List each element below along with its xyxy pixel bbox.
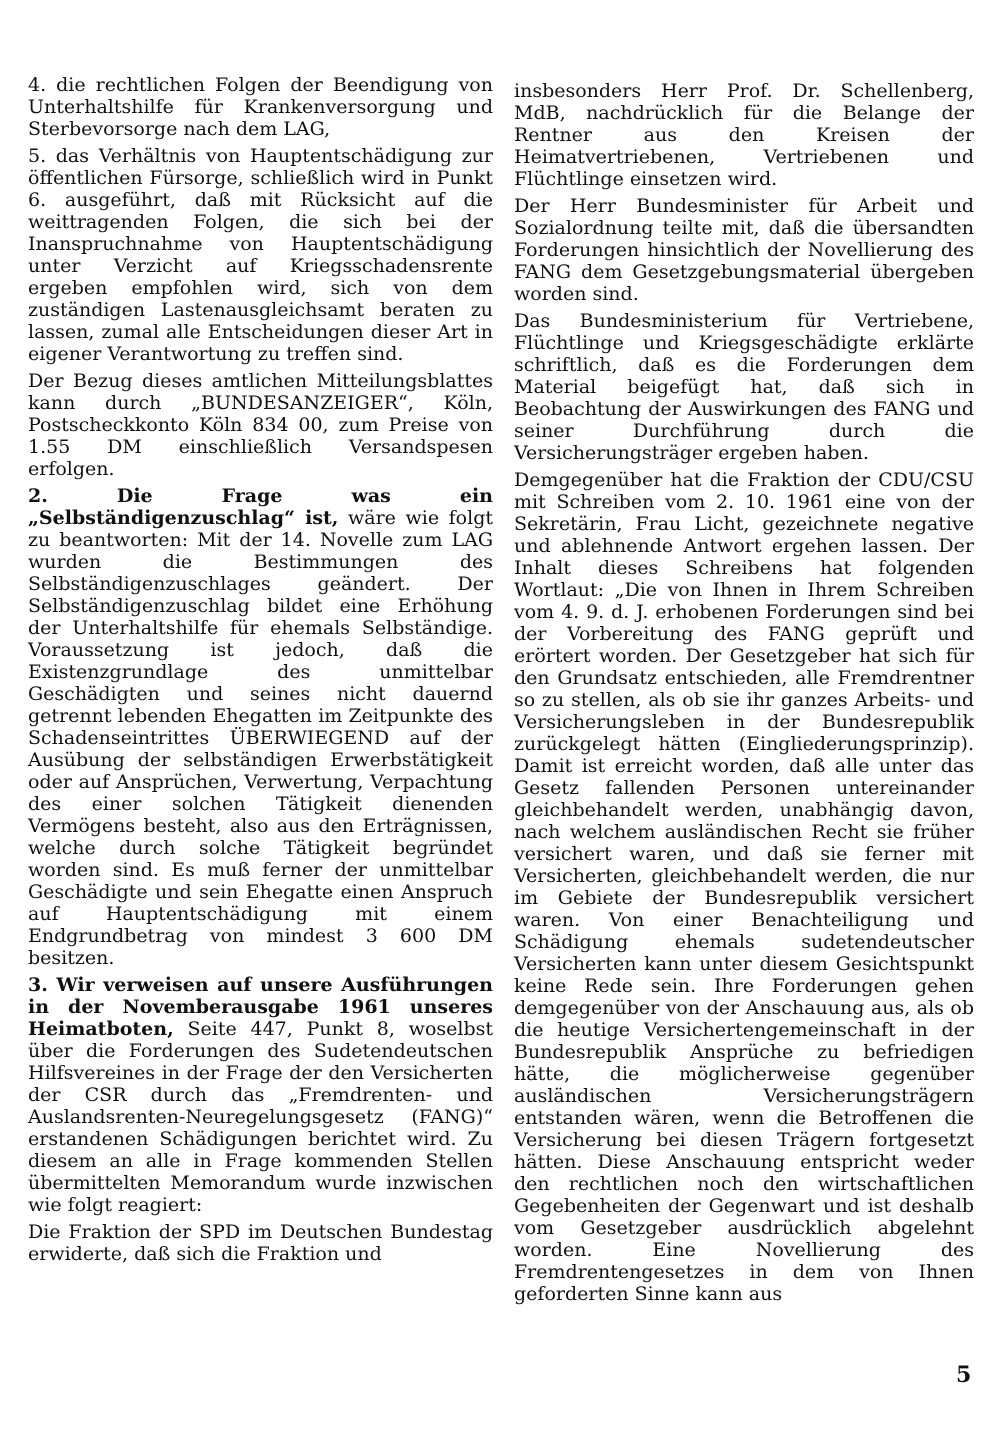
paragraph-5-bold-lead: 3. Wir verweisen auf unsere Ausführungen in der Novemberausgabe 1961 unseres Heimatboten, bbox=[28, 974, 493, 1040]
paragraph-4-body: wäre wie folgt zu beantworten: Mit der 14. Novelle zum LAG wurden die Bestimmungen des Selbständigenzuschlages geändert. Der Selbständigenzuschlag bildet eine Erhöhung der Unterhaltshilfe für ehemals Selbständige. Voraussetzung ist jedoch, daß die Existenzgrundlage des unmittelbar Geschädigten und seines nicht dauernd getrennt lebenden Ehegatten im Zeitpunkte des Schadenseintrittes ÜBERWIEGEND auf der Ausübung der selbständigen Erwerbstätigkeit oder auf Ansprüchen, Verwertung, Verpachtung des einer solchen Tätigkeit dienenden Vermögens besteht, also aus den Erträgnissen, welche durch solche Tätigkeit begründet worden sind. Es muß ferner der unmittelbar Geschädigte und sein Ehegatte einen Anspruch auf Hauptentschädigung mit einem Endgrundbetrag von mindest 3 600 DM besitzen. bbox=[28, 507, 493, 969]
left-paragraph-3: Der Bezug dieses amtlichen Mitteilungsblattes kann durch „BUNDESANZEIGER“, Köln, Postscheckkonto Köln 834 00, zum Preise von 1.55 DM einschließlich Versandspesen erfolgen. bbox=[28, 370, 493, 480]
left-paragraph-2: 5. das Verhältnis von Hauptentschädigung zur öffentlichen Fürsorge, schließlich wird in Punkt 6. ausgeführt, daß mit Rücksicht auf die weittragenden Folgen, die sich bei der Inanspruchnahme von Hauptentschädigung unter Verzicht auf Kriegsschadensrente ergeben empfohlen wird, sich von dem zuständigen Lastenausgleichsamt beraten zu lassen, zumal alle Entscheidungen dieser Art in eigener Verantwortung zu treffen sind. bbox=[28, 145, 493, 365]
left-paragraph-1: 4. die rechtlichen Folgen der Beendigung von Unterhaltshilfe für Krankenversorgung und Sterbevorsorge nach dem LAG, bbox=[28, 74, 493, 140]
left-paragraph-6: Die Fraktion der SPD im Deutschen Bundestag erwiderte, daß sich die Fraktion und bbox=[28, 1221, 493, 1265]
left-paragraph-4 bbox=[28, 485, 493, 969]
right-paragraph-2: Der Herr Bundesminister für Arbeit und Sozialordnung teilte mit, daß die übersandten Forderungen hinsichtlich der Novellierung des FANG dem Gesetzgebungsmaterial übergeben worden sind. bbox=[514, 195, 974, 305]
left-paragraph-5 bbox=[28, 974, 493, 1216]
paragraph-5-body: Seite 447, Punkt 8, woselbst über die Forderungen des Sudetendeutschen Hilfsvereines in der Frage der den Versicherten der CSR durch das „Fremdrenten- und Auslandsrenten-Neuregelungsgesetz (FANG)“ erstandenen Schädigungen berichtet wird. Zu diesem an alle in Frage kommenden Stellen übermittelten Memorandum wurde inzwischen wie folgt reagiert: bbox=[28, 1018, 493, 1216]
right-column bbox=[514, 80, 974, 1310]
paragraph-4-bold-lead: 2. Die Frage was ein „Selbständigenzuschlag“ ist, bbox=[28, 485, 493, 529]
page-number: 5 bbox=[956, 1362, 972, 1388]
right-paragraph-3: Das Bundesministerium für Vertriebene, Flüchtlinge und Kriegsgeschädigte erklärte schriftlich, daß es die Forderungen dem Material beigefügt hat, daß sich in Beobachtung der Auswirkungen des FANG und seiner Durchführung durch die Versicherungsträger ergeben haben. bbox=[514, 310, 974, 464]
right-paragraph-4: Demgegenüber hat die Fraktion der CDU/CSU mit Schreiben vom 2. 10. 1961 eine von der Sekretärin, Frau Licht, gezeichnete negative und ablehnende Antwort ergehen lassen. Der Inhalt dieses Schreibens hat folgenden Wortlaut: „Die von Ihnen in Ihrem Schreiben vom 4. 9. d. J. erhobenen Forderungen sind bei der Vorbereitung des FANG geprüft und erörtert worden. Der Gesetzgeber hat sich für den Grundsatz entschieden, alle Fremdrentner so zu stellen, als ob sie ihr ganzes Arbeits- und Versicherungsleben in der Bundesrepublik zurückgelegt hätten (Eingliederungsprinzip). Damit ist erreicht worden, daß alle unter das Gesetz fallenden Personen untereinander gleichbehandelt werden, unabhängig davon, nach welchem ausländischen Recht sie früher versichert waren, und daß sie ferner mit Versicherten, gleichbehandelt werden, die nur im Gebiete der Bundesrepublik versichert waren. Von einer Benachteiligung und Schädigung ehemals sudetendeutscher Versicherten kann unter diesem Gesichtspunkt keine Rede sein. Ihre Forderungen gehen demgegenüber von der Anschauung aus, als ob die heutige Versichertengemeinschaft in der Bundesrepublik Ansprüche zu befriedigen hätte, die möglicherweise gegenüber ausländischen Versicherungsträgern entstanden wären, wenn die Betroffenen die Versicherung bei diesen Trägern fortgesetzt hätten. Diese Anschauung entspricht weder den rechtlichen noch den wirtschaftlichen Gegebenheiten der Gegenwart und ist deshalb vom Gesetzgeber ausdrücklich abgelehnt worden. Eine Novellierung des Fremdrentengesetzes in dem von Ihnen geforderten Sinne kann aus bbox=[514, 469, 974, 1305]
left-column bbox=[28, 74, 493, 1270]
right-paragraph-1: insbesonders Herr Prof. Dr. Schellenberg, MdB, nachdrücklich für die Belange der Rentner aus den Kreisen der Heimatvertriebenen, Vertriebenen und Flüchtlinge einsetzen wird. bbox=[514, 80, 974, 190]
